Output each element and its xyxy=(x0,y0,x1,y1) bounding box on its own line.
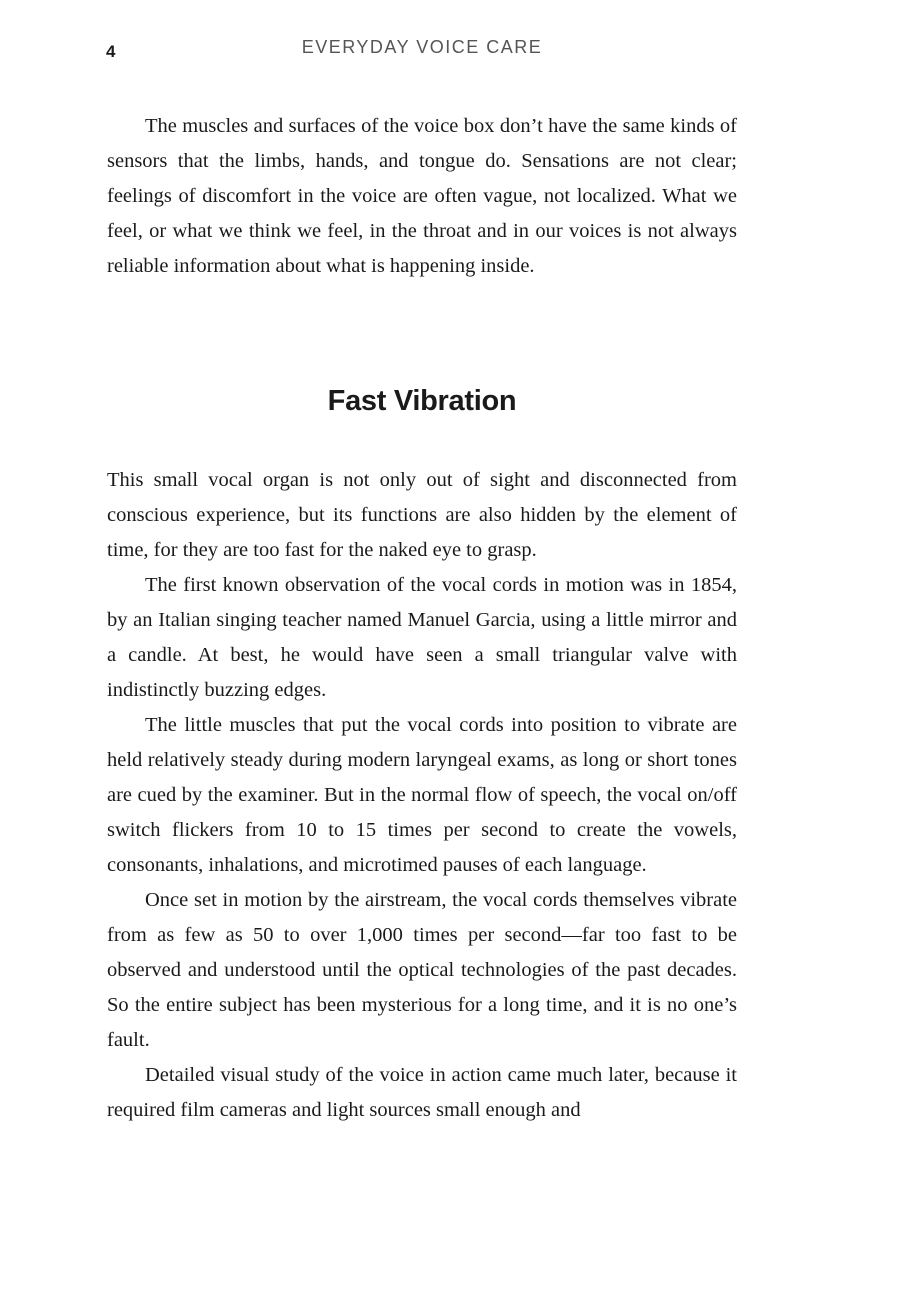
intro-text-block xyxy=(107,109,737,284)
intro-paragraph: The muscles and surfaces of the voice box don’t have the same kinds of sensors that the limbs, hands, and tongue do. Sensations are not clear; feelings of discomfort in the voice are often vague, not localized. What we feel, or what we think we feel, in the throat and in our voices is not always reliable information about what is happening inside. xyxy=(107,115,737,277)
paragraph: Once set in motion by the airstream, the vocal cords themselves vibrate from as few as 50 to over 1,000 times per second—far too fast to be observed and understood until the optical technologies of the past decades. So the entire subject has been mysterious for a long time, and it is no one’s fault. xyxy=(107,889,737,1051)
paragraph: The little muscles that put the vocal cords into position to vibrate are held relatively steady during modern laryngeal exams, as long or short tones are cued by the examiner. But in the normal flow of speech, the vocal on/off switch flickers from 10 to 15 times per second to create the vowels, consonants, inhalations, and microtimed pauses of each language. xyxy=(107,714,737,876)
paragraph: This small vocal organ is not only out of sight and disconnected from conscious experience, but its functions are also hidden by the element of time, for they are too fast for the naked eye to grasp. xyxy=(107,469,737,561)
paragraph: The first known observation of the vocal cords in motion was in 1854, by an Italian singing teacher named Manuel Garcia, using a little mirror and a candle. At best, he would have seen a small triangular valve with indistinctly buzzing edges. xyxy=(107,574,737,701)
paragraph: Detailed visual study of the voice in action came much later, because it required film cameras and light sources small enough and xyxy=(107,1064,737,1121)
section-text-block xyxy=(107,463,737,1128)
running-head: EVERYDAY VOICE CARE xyxy=(301,37,543,57)
page-number: 4 xyxy=(106,42,116,61)
section-heading: Fast Vibration xyxy=(327,385,517,417)
